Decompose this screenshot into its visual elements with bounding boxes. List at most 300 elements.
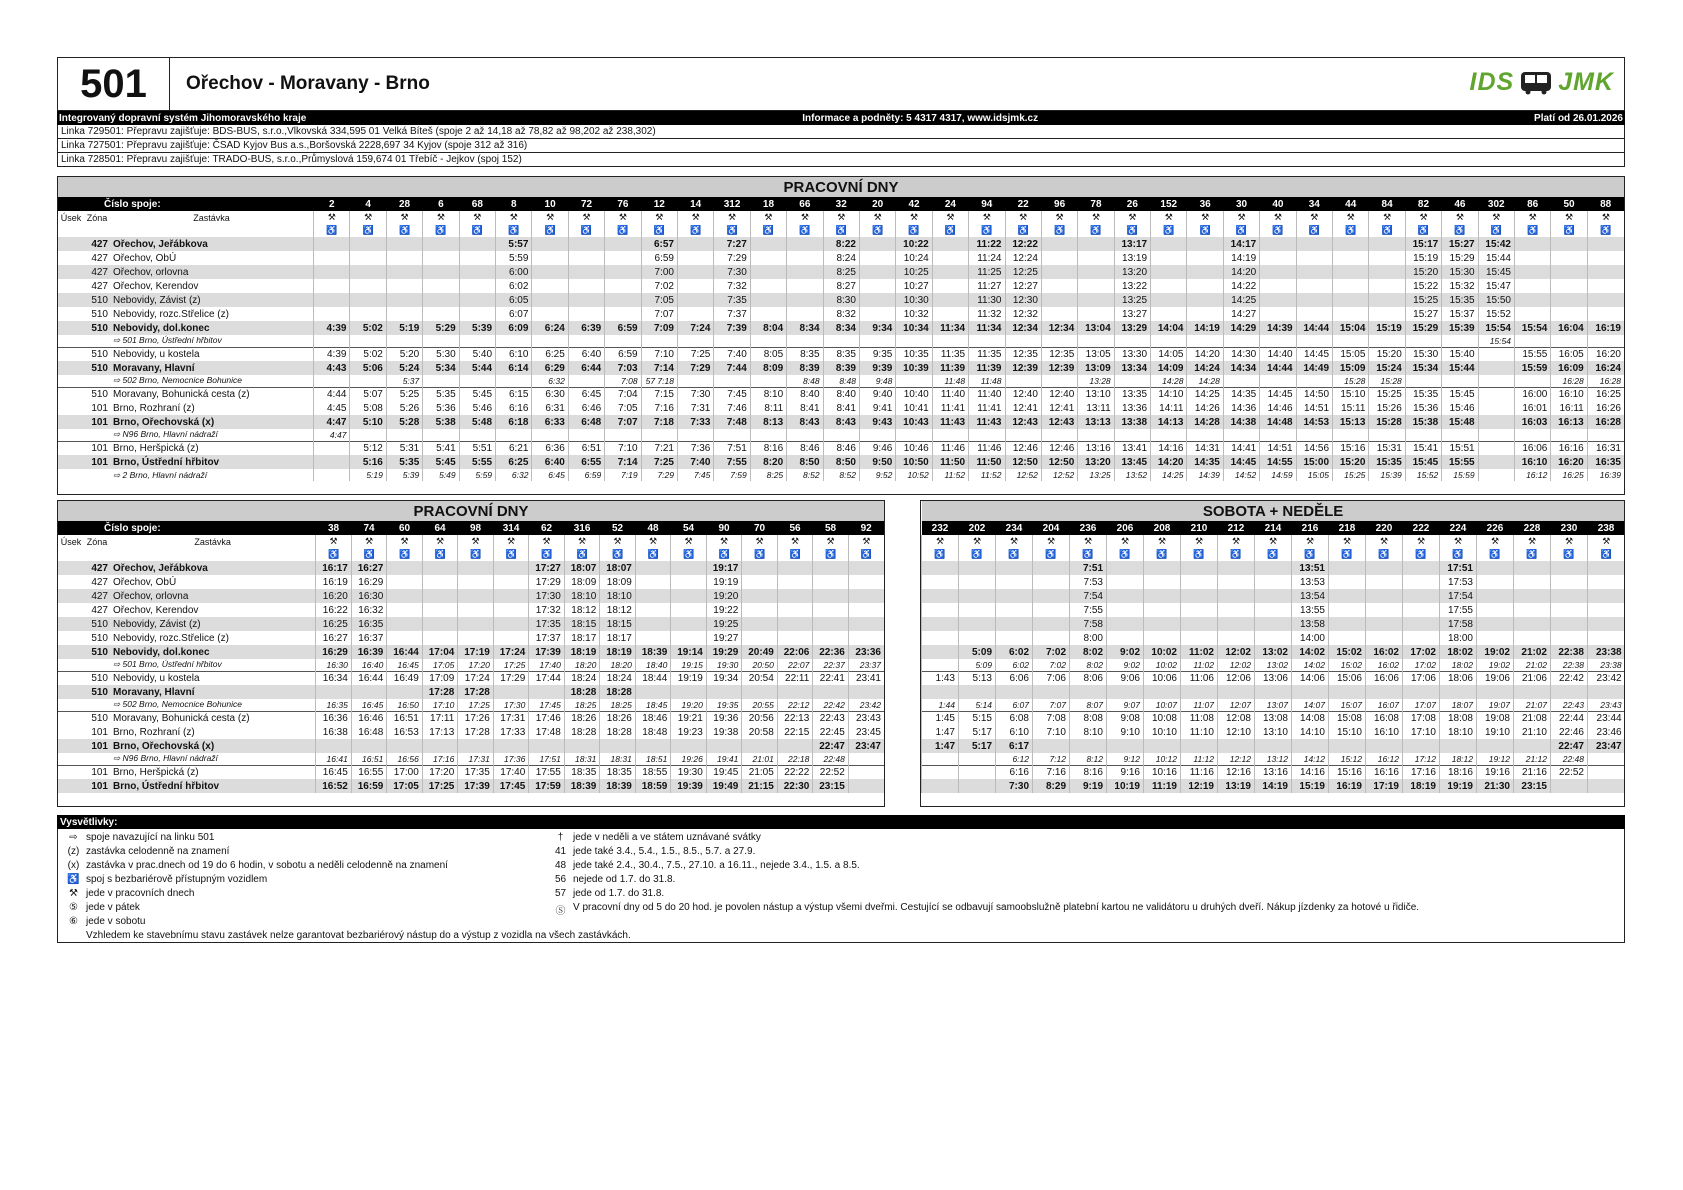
accessible-icon: ♿ — [1405, 224, 1441, 237]
time-cell: 9:10 — [1107, 725, 1144, 739]
time-cell: 17:07 — [1403, 699, 1440, 711]
time-cell: 22:52 — [1551, 765, 1588, 779]
accessible-icon: ♿ — [459, 224, 495, 237]
time-cell: 13:05 — [1078, 347, 1114, 361]
time-cell: 19:36 — [706, 711, 742, 725]
accessible-icon: ♿ — [1369, 224, 1405, 237]
time-cell: 5:26 — [386, 401, 422, 415]
time-cell — [1033, 561, 1070, 575]
time-cell: 16:49 — [387, 671, 423, 685]
accessible-icon: ♿ — [813, 548, 849, 561]
time-cell — [1144, 603, 1181, 617]
time-cell: 13:52 — [1114, 469, 1150, 481]
time-cell — [1551, 561, 1588, 575]
time-cell: 17:06 — [1403, 671, 1440, 685]
time-cell: 18:35 — [564, 765, 600, 779]
time-cell: 14:28 — [1151, 375, 1187, 387]
usek-cell — [58, 307, 84, 321]
trip-icons: ⚒ — [1514, 211, 1550, 224]
time-cell — [1260, 429, 1296, 441]
zone-cell: 101 — [84, 455, 110, 469]
accessible-icon: ♿ — [1296, 224, 1332, 237]
time-cell: 5:45 — [423, 455, 459, 469]
time-cell: 15:02 — [1329, 645, 1366, 659]
time-cell — [458, 589, 494, 603]
trip-number: 98 — [458, 521, 494, 535]
time-cell: 6:39 — [568, 321, 604, 335]
legend-text: jede v pracovních dnech — [86, 888, 195, 899]
trip-icons: ⚒ — [787, 211, 823, 224]
time-cell: 15:25 — [1369, 387, 1405, 401]
time-cell: 8:35 — [823, 347, 859, 361]
time-cell — [1588, 779, 1625, 793]
time-cell: 10:10 — [1144, 725, 1181, 739]
trip-number: 2 — [314, 197, 350, 211]
zone-cell: 427 — [84, 265, 110, 279]
time-cell: 5:35 — [386, 455, 422, 469]
time-cell: 15:39 — [1369, 469, 1405, 481]
time-cell: 6:07 — [996, 699, 1033, 711]
time-cell — [387, 685, 423, 699]
time-cell: 17:55 — [1440, 603, 1477, 617]
time-cell — [848, 779, 884, 793]
time-cell — [605, 429, 641, 441]
time-cell: 15:45 — [1405, 455, 1441, 469]
time-cell: 15:35 — [1442, 293, 1478, 307]
time-cell: 4:44 — [314, 387, 350, 401]
time-cell: 8:52 — [787, 469, 823, 481]
time-cell: 16:32 — [351, 603, 387, 617]
time-cell: 18:07 — [1440, 699, 1477, 711]
time-cell — [1551, 251, 1587, 265]
time-cell: 13:38 — [1114, 415, 1150, 429]
time-cell — [823, 429, 859, 441]
time-cell: 9:41 — [859, 401, 895, 415]
time-cell — [922, 589, 959, 603]
time-cell: 12:46 — [1041, 441, 1077, 455]
time-cell — [1187, 429, 1223, 441]
time-cell: 14:39 — [1187, 469, 1223, 481]
time-cell: 14:02 — [1292, 645, 1329, 659]
time-cell — [896, 375, 932, 387]
time-cell: 17:20 — [458, 659, 494, 671]
time-cell: 10:46 — [896, 441, 932, 455]
time-cell: 23:38 — [1588, 659, 1625, 671]
time-cell: 14:40 — [1260, 347, 1296, 361]
trip-number: 76 — [605, 197, 641, 211]
time-cell: 14:11 — [1151, 401, 1187, 415]
time-cell: 12:19 — [1181, 779, 1218, 793]
time-cell — [1514, 631, 1551, 645]
time-cell — [422, 739, 458, 753]
time-cell: 12:35 — [1041, 347, 1077, 361]
time-cell: 1:45 — [922, 711, 959, 725]
time-cell: 16:10 — [1551, 387, 1587, 401]
time-cell — [813, 589, 849, 603]
stop-name: ⇨ N96 Brno, Hlavní nádraží — [113, 753, 218, 764]
trip-number: 222 — [1403, 521, 1440, 535]
usek-cell — [58, 685, 84, 699]
time-cell: 13:34 — [1114, 361, 1150, 375]
time-cell: 17:27 — [529, 561, 565, 575]
timetable-grid — [921, 501, 1625, 793]
time-cell — [423, 279, 459, 293]
trip-icons: ⚒ — [1440, 535, 1477, 548]
accessible-icon: ♿ — [1329, 548, 1366, 561]
time-cell: 19:30 — [671, 765, 707, 779]
time-cell: 8:48 — [823, 375, 859, 387]
trip-icons: ⚒ — [1151, 211, 1187, 224]
time-cell: 5:17 — [959, 725, 996, 739]
time-cell: 9:43 — [859, 415, 895, 429]
time-cell: 15:48 — [1442, 415, 1478, 429]
trip-icons: ⚒ — [529, 535, 565, 548]
time-cell: 5:39 — [459, 321, 495, 335]
time-cell — [959, 765, 996, 779]
trip-number: 32 — [823, 197, 859, 211]
time-cell: 12:43 — [1005, 415, 1041, 429]
table-row — [58, 293, 1624, 307]
usek-cell — [58, 375, 84, 387]
time-cell — [635, 631, 671, 645]
trip-number: 152 — [1151, 197, 1187, 211]
time-cell: 11:25 — [969, 265, 1005, 279]
time-cell: 10:35 — [896, 347, 932, 361]
time-cell: 10:12 — [1144, 753, 1181, 765]
time-cell: 16:03 — [1514, 415, 1550, 429]
trip-number: 82 — [1405, 197, 1441, 211]
time-cell: 14:05 — [1151, 347, 1187, 361]
time-cell: 16:48 — [351, 725, 387, 739]
time-cell — [859, 293, 895, 307]
time-cell — [1369, 237, 1405, 251]
trip-number: 64 — [422, 521, 458, 535]
time-cell: 15:44 — [1442, 361, 1478, 375]
time-cell: 16:17 — [316, 561, 352, 575]
time-cell: 18:28 — [564, 725, 600, 739]
accessible-icon: ♿ — [1114, 224, 1150, 237]
time-cell: 7:45 — [714, 387, 750, 401]
time-cell: 19:34 — [706, 671, 742, 685]
time-cell: 13:17 — [1114, 237, 1150, 251]
time-cell: 15:54 — [1514, 321, 1550, 335]
accessible-icon: ♿ — [823, 224, 859, 237]
accessible-icon: ♿ — [564, 548, 600, 561]
trip-number: 34 — [1296, 197, 1332, 211]
time-cell: 14:16 — [1151, 441, 1187, 455]
time-cell: 1:47 — [922, 725, 959, 739]
ids-label: Integrovaný dopravní systém Jihomoravského kraje — [59, 112, 307, 124]
time-cell — [605, 279, 641, 293]
time-cell: 7:40 — [714, 347, 750, 361]
time-cell — [1366, 685, 1403, 699]
time-cell — [314, 455, 350, 469]
accessible-icon: ♿ — [1551, 548, 1588, 561]
time-cell: 17:28 — [458, 725, 494, 739]
stop-name: Ořechov, orlovna — [110, 589, 316, 603]
time-cell — [568, 237, 604, 251]
time-cell: 18:26 — [564, 711, 600, 725]
table-row — [58, 387, 1624, 401]
time-cell: 7:21 — [641, 441, 677, 455]
time-cell — [1329, 575, 1366, 589]
time-cell: 16:45 — [387, 659, 423, 671]
trip-number: 42 — [896, 197, 932, 211]
time-cell: 15:34 — [1405, 361, 1441, 375]
time-cell: 23:42 — [848, 699, 884, 711]
time-cell: 17:25 — [422, 779, 458, 793]
zone-cell: 101 — [84, 765, 110, 779]
time-cell — [1151, 293, 1187, 307]
time-cell — [1403, 685, 1440, 699]
time-cell: 7:24 — [677, 321, 713, 335]
time-cell — [932, 429, 968, 441]
time-cell — [1514, 617, 1551, 631]
time-cell — [677, 279, 713, 293]
time-cell — [1187, 279, 1223, 293]
time-cell — [386, 335, 422, 347]
accessible-icon: ♿ — [1514, 224, 1550, 237]
time-cell: 17:19 — [458, 645, 494, 659]
trip-icons: ⚒ — [496, 211, 532, 224]
time-cell — [1477, 603, 1514, 617]
time-cell: 12:34 — [1041, 321, 1077, 335]
time-cell: 12:52 — [1041, 469, 1077, 481]
time-cell: 19:15 — [671, 659, 707, 671]
time-cell: 17:44 — [529, 671, 565, 685]
time-cell — [969, 429, 1005, 441]
zone-cell: 101 — [84, 415, 110, 429]
usek-cell — [58, 561, 84, 575]
trip-number: 202 — [959, 521, 996, 535]
accessible-icon: ♿ — [1187, 224, 1223, 237]
time-cell — [1260, 279, 1296, 293]
time-cell: 22:45 — [813, 725, 849, 739]
time-cell — [1587, 293, 1624, 307]
time-cell: 14:56 — [1296, 441, 1332, 455]
time-cell: 16:55 — [351, 765, 387, 779]
time-cell: 14:53 — [1296, 415, 1332, 429]
time-cell — [387, 617, 423, 631]
time-cell: 13:16 — [1255, 765, 1292, 779]
stop-name: Brno, Ústřední hřbitov — [110, 779, 316, 793]
time-cell: 7:00 — [641, 265, 677, 279]
time-cell — [1107, 561, 1144, 575]
accessible-icon: ♿ — [1005, 224, 1041, 237]
time-cell — [1218, 589, 1255, 603]
time-cell: 7:48 — [714, 415, 750, 429]
time-cell: 15:59 — [1514, 361, 1550, 375]
trip-icons: ⚒ — [1296, 211, 1332, 224]
time-cell: 22:48 — [813, 753, 849, 765]
time-cell — [742, 589, 778, 603]
time-cell: 11:35 — [932, 347, 968, 361]
empty — [110, 224, 314, 237]
zone-cell: 427 — [84, 237, 110, 251]
time-cell: 14:36 — [1223, 401, 1259, 415]
time-cell — [422, 603, 458, 617]
accessible-icon: ♿ — [742, 548, 778, 561]
time-cell — [859, 279, 895, 293]
time-cell — [813, 685, 849, 699]
time-cell — [813, 561, 849, 575]
trip-number: 84 — [1369, 197, 1405, 211]
table-row — [922, 753, 1625, 765]
time-cell: 8:35 — [787, 347, 823, 361]
time-cell: 7:08 — [605, 375, 641, 387]
timetable-grid — [58, 501, 884, 793]
time-cell — [493, 739, 529, 753]
time-cell: 10:41 — [896, 401, 932, 415]
table-row — [58, 251, 1624, 265]
time-cell — [1587, 265, 1624, 279]
time-cell — [568, 375, 604, 387]
trip-number: 232 — [922, 521, 959, 535]
time-cell — [742, 603, 778, 617]
time-cell: 7:14 — [605, 455, 641, 469]
trip-number-label: Číslo spoje: — [58, 197, 314, 211]
usek-label: Úsek — [60, 212, 82, 223]
time-cell: 14:30 — [1223, 347, 1259, 361]
time-cell: 18:31 — [600, 753, 636, 765]
time-cell — [387, 575, 423, 589]
section-title: SOBOTA + NEDĚLE — [922, 501, 1625, 521]
time-cell: 19:29 — [706, 645, 742, 659]
table-row — [58, 237, 1624, 251]
trip-icons: ⚒ — [1514, 535, 1551, 548]
accessible-icon: ♿ — [859, 224, 895, 237]
trip-number: 8 — [496, 197, 532, 211]
time-cell — [777, 603, 813, 617]
stop-name: Moravany, Hlavní — [110, 685, 316, 699]
time-cell: 13:20 — [1078, 455, 1114, 469]
time-cell: 15:37 — [1442, 307, 1478, 321]
time-cell — [1478, 347, 1514, 361]
time-cell: 8:34 — [823, 321, 859, 335]
time-cell — [1005, 335, 1041, 347]
time-cell: 23:15 — [813, 779, 849, 793]
time-cell — [459, 237, 495, 251]
legend-key: 57 — [554, 888, 567, 899]
zone-cell: 101 — [91, 402, 108, 414]
time-cell: 7:32 — [714, 279, 750, 293]
time-cell: 5:35 — [423, 387, 459, 401]
time-cell: 6:12 — [996, 753, 1033, 765]
trip-number-row — [58, 521, 884, 535]
section-title: PRACOVNÍ DNY — [58, 501, 884, 521]
time-cell — [1296, 429, 1332, 441]
time-cell: 11:39 — [932, 361, 968, 375]
time-cell — [386, 279, 422, 293]
time-cell: 14:04 — [1151, 321, 1187, 335]
section-title-row — [58, 501, 884, 521]
trip-icons: ⚒ — [777, 535, 813, 548]
time-cell: 21:15 — [742, 779, 778, 793]
accessible-icon: ♿ — [1440, 548, 1477, 561]
trip-number: 14 — [677, 197, 713, 211]
time-cell: 13:35 — [1114, 387, 1150, 401]
time-cell: 12:25 — [1005, 265, 1041, 279]
time-cell: 16:35 — [1587, 455, 1624, 469]
time-cell — [1478, 401, 1514, 415]
stop-name: Nebovidy, Závist (z) — [110, 617, 316, 631]
time-cell: 15:25 — [1333, 469, 1369, 481]
time-cell: 16:16 — [1366, 765, 1403, 779]
time-cell: 17:19 — [1366, 779, 1403, 793]
time-cell — [1255, 739, 1292, 753]
stop-name: Nebovidy, rozc.Střelice (z) — [113, 632, 229, 644]
time-cell: 9:48 — [859, 375, 895, 387]
time-cell: 20:56 — [742, 711, 778, 725]
time-cell — [635, 575, 671, 589]
time-cell — [496, 335, 532, 347]
zone-cell: 510 — [84, 361, 110, 375]
trip-icons: ⚒ — [859, 211, 895, 224]
time-cell: 14:38 — [1223, 415, 1259, 429]
trip-icons: ⚒ — [568, 211, 604, 224]
time-cell: 6:32 — [496, 469, 532, 481]
time-cell — [1181, 685, 1218, 699]
accessible-icon: ♿ — [605, 224, 641, 237]
time-cell — [777, 685, 813, 699]
trip-number: 90 — [706, 521, 742, 535]
time-cell: 16:10 — [1366, 725, 1403, 739]
time-cell: 8:02 — [1070, 645, 1107, 659]
time-cell: 16:34 — [316, 671, 352, 685]
stop-name: Ořechov, Jeřábkova — [110, 237, 314, 251]
accessible-icon: ♿ — [1181, 548, 1218, 561]
stop-name: Moravany, Bohunická cesta (z) — [110, 711, 316, 725]
time-cell — [859, 307, 895, 321]
time-cell: 9:50 — [859, 455, 895, 469]
time-cell: 9:12 — [1107, 753, 1144, 765]
time-cell: 17:09 — [422, 671, 458, 685]
time-cell — [1151, 265, 1187, 279]
time-cell: 16:06 — [1514, 441, 1550, 455]
time-cell: 5:59 — [496, 251, 532, 265]
zone-cell — [84, 375, 110, 387]
stop-name: Nebovidy, rozc.Střelice (z) — [113, 308, 229, 320]
time-cell: 8:04 — [750, 321, 786, 335]
time-cell: 17:35 — [529, 617, 565, 631]
time-cell: 13:09 — [1078, 361, 1114, 375]
time-cell: 18:09 — [600, 575, 636, 589]
time-cell: 14:48 — [1260, 415, 1296, 429]
time-cell — [605, 335, 641, 347]
time-cell — [1260, 237, 1296, 251]
time-cell: 6:02 — [996, 659, 1033, 671]
time-cell: 14:25 — [1223, 293, 1259, 307]
time-cell: 13:45 — [1114, 455, 1150, 469]
time-cell: 10:50 — [896, 455, 932, 469]
time-cell: 15:19 — [1405, 251, 1441, 265]
time-cell: 14:22 — [1223, 279, 1259, 293]
time-cell: 18:20 — [600, 659, 636, 671]
time-cell: 17:05 — [387, 779, 423, 793]
time-cell: 23:42 — [1588, 671, 1625, 685]
time-cell — [532, 307, 568, 321]
time-cell — [959, 561, 996, 575]
table-row — [58, 589, 884, 603]
time-cell: 21:30 — [1477, 779, 1514, 793]
accessible-icon: ♿ — [458, 548, 494, 561]
time-cell — [635, 685, 671, 699]
time-cell — [1477, 561, 1514, 575]
time-cell — [671, 603, 707, 617]
zone-cell — [84, 699, 110, 711]
time-cell — [635, 561, 671, 575]
time-cell: 15:30 — [1405, 347, 1441, 361]
